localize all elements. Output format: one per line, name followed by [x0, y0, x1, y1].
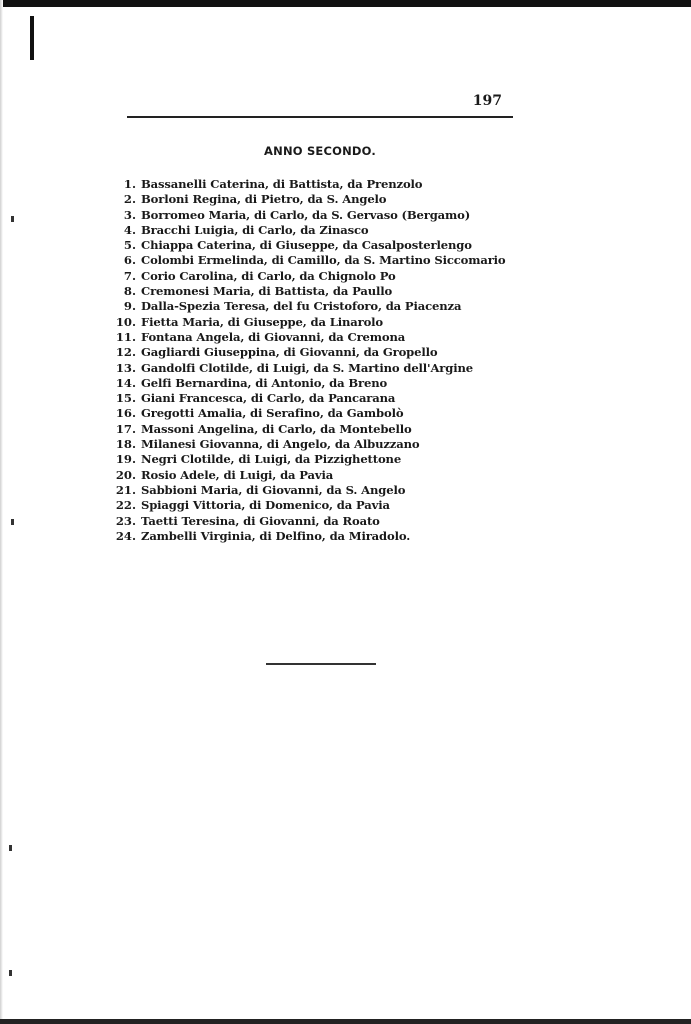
binding-mark	[30, 16, 34, 60]
entry-text: Chiappa Caterina, di Giuseppe, da Casalposterlengo	[141, 238, 472, 253]
entry-list	[112, 177, 552, 544]
list-item	[112, 192, 552, 207]
list-item	[112, 330, 552, 345]
entry-text: Corio Carolina, di Carlo, da Chignolo Po	[141, 268, 396, 283]
entry-text: Taetti Teresina, di Giovanni, da Roato	[141, 513, 380, 528]
entry-number: 21.	[115, 482, 136, 497]
margin-speck	[9, 970, 12, 976]
entry-number: 7.	[123, 268, 136, 283]
list-item	[112, 208, 552, 223]
scan-edge-bottom	[0, 1019, 691, 1024]
entry-number: 22.	[115, 498, 136, 513]
entry-number: 13.	[115, 360, 136, 375]
entry-number: 10.	[115, 314, 136, 329]
list-item	[112, 299, 552, 314]
entry-number: 11.	[115, 329, 136, 344]
list-item	[112, 253, 552, 268]
entry-text: Borromeo Maria, di Carlo, da S. Gervaso (Bergamo)	[141, 207, 471, 222]
entry-text: Negri Clotilde, di Luigi, da Pizzighettone	[141, 452, 402, 467]
entry-text: Spiaggi Vittoria, di Domenico, da Pavia	[141, 498, 390, 513]
list-item	[112, 177, 552, 192]
entry-text: Gregotti Amalia, di Serafino, da Gambolò	[141, 406, 404, 421]
list-item	[112, 391, 552, 406]
margin-speck	[11, 216, 14, 222]
entry-number: 1.	[123, 177, 136, 191]
entry-number: 15.	[115, 391, 136, 406]
scan-edge-left	[0, 0, 3, 1024]
list-item	[112, 529, 552, 544]
entry-text: Gagliardi Giuseppina, di Giovanni, da Gropello	[141, 345, 438, 360]
entry-text: Bracchi Luigia, di Carlo, da Zinasco	[141, 222, 369, 237]
list-item	[112, 437, 552, 452]
entry-text: Fontana Angela, di Giovanni, da Cremona	[141, 329, 406, 344]
entry-text: Milanesi Giovanna, di Angelo, da Albuzzano	[141, 437, 420, 452]
entry-number: 18.	[115, 437, 136, 452]
list-item	[112, 284, 552, 299]
entry-number: 24.	[115, 528, 136, 543]
entry-text: Zambelli Virginia, di Delfino, da Miradolo.	[141, 528, 411, 543]
entry-text: Cremonesi Maria, di Battista, da Paullo	[141, 284, 393, 299]
entry-text: Dalla-Spezia Teresa, del fu Cristoforo, da Piacenza	[141, 299, 462, 314]
entry-number: 16.	[115, 406, 136, 421]
list-item	[112, 514, 552, 529]
entry-number: 20.	[115, 467, 136, 482]
entry-text: Gelfi Bernardina, di Antonio, da Breno	[141, 375, 388, 390]
entry-number: 4.	[123, 222, 136, 237]
list-item	[112, 376, 552, 391]
entry-number: 5.	[123, 238, 136, 253]
list-item	[112, 406, 552, 421]
entry-text: Fietta Maria, di Giuseppe, da Linarolo	[141, 314, 383, 329]
list-item	[112, 238, 552, 253]
entry-text: Massoni Angelina, di Carlo, da Montebello	[141, 421, 412, 436]
margin-speck	[11, 519, 14, 525]
entry-text: Borloni Regina, di Pietro, da S. Angelo	[141, 192, 387, 207]
list-item	[112, 269, 552, 284]
entry-number: 17.	[115, 421, 136, 436]
entry-number: 14.	[115, 375, 136, 390]
entry-text: Colombi Ermelinda, di Camillo, da S. Martino Siccomario	[141, 253, 506, 268]
margin-speck	[9, 845, 12, 851]
entry-text: Gandolfi Clotilde, di Luigi, da S. Martino dell'Argine	[141, 360, 473, 375]
entry-number: 12.	[115, 345, 136, 360]
entry-text: Rosio Adele, di Luigi, da Pavia	[141, 467, 334, 482]
entry-number: 19.	[115, 452, 136, 467]
list-item	[112, 345, 552, 360]
header-rule	[127, 116, 513, 118]
entry-number: 2.	[123, 192, 136, 207]
end-rule	[266, 663, 376, 665]
list-item	[112, 498, 552, 513]
entry-number: 9.	[123, 299, 136, 314]
entry-text: Bassanelli Caterina, di Battista, da Prenzolo	[141, 177, 423, 191]
list-item	[112, 223, 552, 238]
list-item	[112, 468, 552, 483]
entry-number: 23.	[115, 513, 136, 528]
list-item	[112, 361, 552, 376]
list-item	[112, 422, 552, 437]
entry-text: Giani Francesca, di Carlo, da Pancarana	[141, 391, 396, 406]
section-title: ANNO SECONDO.	[264, 144, 376, 158]
entry-number: 8.	[123, 284, 136, 299]
list-item	[112, 483, 552, 498]
page-number: 197	[472, 93, 502, 109]
list-item	[112, 315, 552, 330]
entry-text: Sabbioni Maria, di Giovanni, da S. Angelo	[141, 482, 406, 497]
entry-number: 6.	[123, 253, 136, 268]
scan-edge-top	[0, 0, 691, 7]
list-item	[112, 452, 552, 467]
entry-number: 3.	[123, 207, 136, 222]
